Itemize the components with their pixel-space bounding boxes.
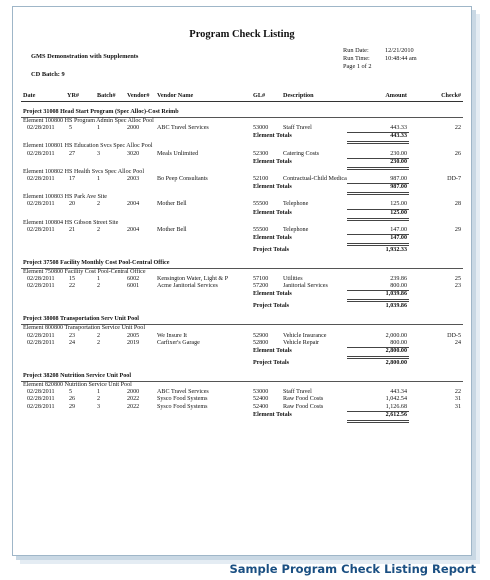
cell-batch: 3 <box>97 403 101 410</box>
element-totals-label: Element Totals <box>253 411 292 418</box>
totals-underline <box>347 358 409 367</box>
cell-batch: 2 <box>97 226 101 233</box>
element-totals-amount: 987.00 <box>390 184 407 191</box>
project-header-text: Project 37508 Facility Monthly Cost Pool-Central Office <box>23 259 170 266</box>
cell-vendor-num: 2003 <box>127 175 140 182</box>
project-totals-amount: 2,800.00 <box>385 360 407 366</box>
cell-vendor-name: Sysco Food Systems <box>157 396 208 403</box>
element-header <box>21 269 463 276</box>
cell-vendor-name: Sysco Food Systems <box>157 403 208 410</box>
totals-underline <box>347 245 409 254</box>
cell-date: 02/28/2011 <box>27 201 55 208</box>
cell-gl: 53000 <box>253 125 269 132</box>
element-totals-row <box>21 183 463 192</box>
cell-vendor-name: Carfixer's Garage <box>157 339 200 346</box>
element-header <box>21 382 463 389</box>
cell-vendor-num: 2019 <box>127 339 140 346</box>
cell-amount: 1,126.68 <box>385 403 407 410</box>
cell-vendor-num: 3020 <box>127 150 140 157</box>
cell-batch: 2 <box>97 201 101 208</box>
cell-date: 02/28/2011 <box>27 403 55 410</box>
cell-vendor-name: We Insure It <box>157 332 187 339</box>
element-header <box>21 169 463 176</box>
cell-gl: 55500 <box>253 226 269 233</box>
cell-vendor-name: Bo Peep Consultants <box>157 175 208 182</box>
report-title: Program Check Listing <box>189 29 295 40</box>
project-totals-row <box>21 358 463 368</box>
cell-check: DD-5 <box>447 332 461 339</box>
element-totals-amount: 2,612.56 <box>385 411 407 418</box>
element-totals-row <box>21 290 463 299</box>
element-totals-label: Element Totals <box>253 291 292 298</box>
run-time: 10:48:44 am <box>385 55 417 62</box>
column-header-check: Check# <box>441 92 461 99</box>
element-totals-row <box>21 234 463 243</box>
cell-yr: 5 <box>69 389 73 396</box>
cell-gl: 52400 <box>253 396 269 403</box>
element-header-text: Element 100804 HS Gibson Street Site <box>23 219 119 226</box>
cell-vendor-name: ABC Travel Services <box>157 125 209 132</box>
cell-yr: 24 <box>69 339 76 346</box>
cell-vendor-name: Kensington Water, Light & P <box>157 276 229 283</box>
cell-amount: 230.00 <box>390 150 407 157</box>
project-header <box>21 259 463 269</box>
cell-batch: 3 <box>97 150 101 157</box>
cell-description: Janitorial Services <box>283 283 328 290</box>
cell-amount: 800.00 <box>390 339 407 346</box>
cell-date: 02/28/2011 <box>27 125 55 132</box>
check-row <box>21 404 463 411</box>
element-header-text: Element 100802 HS Health Svcs Spec Alloc Pool <box>23 168 145 175</box>
check-row <box>21 151 463 158</box>
element-totals-amount: 443.33 <box>390 133 407 140</box>
check-row <box>21 333 463 340</box>
cell-check: 22 <box>454 125 461 132</box>
cell-amount: 443.34 <box>390 389 407 396</box>
element-header-text: Element 100803 HS Park Ave Site <box>23 194 108 201</box>
element-header-text: Element 100800 HS Program Admin Spec Alloc Pool <box>23 118 154 124</box>
cell-gl: 52300 <box>253 150 269 157</box>
project-totals-label: Project Totals <box>253 360 289 366</box>
cell-gl: 52400 <box>253 403 269 410</box>
cell-description: Vehicle Repair <box>283 339 320 346</box>
report-header <box>21 47 463 91</box>
run-time-label: Run Time: <box>343 55 370 62</box>
run-date: 12/21/2010 <box>385 47 414 54</box>
cell-description: Raw Food Costs <box>283 403 324 410</box>
cell-description: Utilities <box>283 276 303 283</box>
check-row <box>21 396 463 403</box>
cell-batch: 2 <box>97 332 101 339</box>
cell-amount: 800.00 <box>390 283 407 290</box>
check-row <box>21 389 463 396</box>
cell-gl: 57200 <box>253 283 269 290</box>
element-totals-label: Element Totals <box>253 184 292 191</box>
column-header-batch: Batch# <box>97 92 116 99</box>
cell-amount: 125.00 <box>390 201 407 208</box>
cell-vendor-name: Mother Bell <box>157 226 187 233</box>
cell-batch: 1 <box>97 125 101 132</box>
cell-description: Vehicle Insurance <box>283 332 327 339</box>
check-row <box>21 276 463 283</box>
project-totals-label: Project Totals <box>253 303 289 310</box>
check-row <box>21 227 463 234</box>
cell-yr: 20 <box>69 201 76 208</box>
cell-vendor-num: 2005 <box>127 332 140 339</box>
column-header-vendor-name: Vendor Name <box>157 92 194 99</box>
cell-vendor-num: 2000 <box>127 125 140 132</box>
project-totals-amount: 1,039.86 <box>385 303 407 310</box>
totals-underline <box>347 301 409 310</box>
figure-caption: Sample Program Check Listing Report <box>229 562 476 576</box>
cell-date: 02/28/2011 <box>27 226 55 233</box>
element-totals-row <box>21 132 463 141</box>
cell-yr: 17 <box>69 175 76 182</box>
cell-batch: 1 <box>97 389 101 396</box>
element-totals-label: Element Totals <box>253 158 292 165</box>
cell-batch: 2 <box>97 339 101 346</box>
element-totals-amount: 230.00 <box>390 158 407 165</box>
cell-yr: 29 <box>69 403 76 410</box>
column-header-gl: GL# <box>253 92 266 99</box>
project-totals-row <box>21 245 463 255</box>
cell-description: Telephone <box>283 201 309 208</box>
cell-amount: 443.33 <box>390 125 407 132</box>
cell-check: 22 <box>454 389 461 396</box>
report-body <box>21 108 463 420</box>
cell-gl: 52900 <box>253 332 269 339</box>
cell-vendor-name: Acme Janitorial Services <box>157 283 218 290</box>
cell-description: Telephone <box>283 226 309 233</box>
page-indicator: Page 1 of 2 <box>343 63 372 70</box>
project-header-text: Project 38008 Transportation Serv Unit Pool <box>23 316 139 323</box>
check-row <box>21 125 463 132</box>
cell-check: DD-7 <box>447 175 461 182</box>
element-totals-row <box>21 158 463 167</box>
cell-check: 31 <box>454 403 461 410</box>
column-header-date: Date <box>23 92 36 99</box>
cell-amount: 987.00 <box>390 175 407 182</box>
check-row <box>21 283 463 290</box>
element-header-text: Element 100801 HS Education Svcs Spec Alloc Pool <box>23 143 153 150</box>
element-header-text: Element 750800 Facility Cost Pool-Central Office <box>23 268 146 275</box>
cell-description: Raw Food Costs <box>283 396 324 403</box>
cell-date: 02/28/2011 <box>27 396 55 403</box>
element-header <box>21 118 463 125</box>
cell-date: 02/28/2011 <box>27 332 55 339</box>
cell-yr: 15 <box>69 276 76 283</box>
cell-gl: 55500 <box>253 201 269 208</box>
cell-vendor-num: 2004 <box>127 201 140 208</box>
run-info <box>343 47 463 71</box>
element-header-text: Element 800800 Transportation Service Unit Pool <box>23 325 146 332</box>
column-header-vendor-num: Vendor# <box>127 92 150 99</box>
cell-vendor-name: ABC Travel Services <box>157 389 209 396</box>
cell-yr: 27 <box>69 150 76 157</box>
project-header-text: Project 38208 Nutrition Service Unit Pool <box>23 373 132 379</box>
cell-amount: 1,042.54 <box>385 396 407 403</box>
cell-amount: 2,000.00 <box>385 332 407 339</box>
project-header <box>21 372 463 382</box>
element-totals-label: Element Totals <box>253 348 292 354</box>
cell-date: 02/28/2011 <box>27 389 55 396</box>
element-totals-row <box>21 347 463 356</box>
element-totals-label: Element Totals <box>253 209 292 216</box>
element-totals-amount: 2,800.00 <box>385 348 407 354</box>
cell-vendor-num: 2022 <box>127 403 140 410</box>
cell-batch: 2 <box>97 396 101 403</box>
cell-vendor-num: 2000 <box>127 389 140 396</box>
cell-batch: 1 <box>97 276 101 283</box>
cell-date: 02/28/2011 <box>27 276 55 283</box>
cell-gl: 52100 <box>253 175 269 182</box>
cell-yr: 22 <box>69 283 76 290</box>
cell-gl: 52800 <box>253 339 269 346</box>
element-header <box>21 194 463 201</box>
column-header-yr: YR# <box>67 92 80 99</box>
report-page <box>12 6 472 556</box>
check-row <box>21 201 463 208</box>
cell-date: 02/28/2011 <box>27 175 55 182</box>
cell-description: Staff Travel <box>283 389 312 396</box>
cell-vendor-name: Meals Unlimited <box>157 150 199 157</box>
cell-batch: 1 <box>97 175 101 182</box>
cell-gl: 57100 <box>253 276 269 283</box>
cell-yr: 21 <box>69 226 76 233</box>
cell-date: 02/28/2011 <box>27 339 55 346</box>
element-totals-row <box>21 411 463 420</box>
cell-amount: 147.00 <box>390 226 407 233</box>
element-totals-row <box>21 209 463 218</box>
cell-yr: 26 <box>69 396 76 403</box>
batch-number: CD Batch: 9 <box>31 71 65 78</box>
report-content <box>21 13 463 422</box>
element-totals-amount: 1,039.86 <box>385 291 407 298</box>
element-header <box>21 143 463 150</box>
cell-description: Staff Travel <box>283 125 312 132</box>
element-totals-label: Element Totals <box>253 234 292 241</box>
project-totals-label: Project Totals <box>253 246 289 253</box>
cell-check: 24 <box>454 339 461 346</box>
cell-gl: 53000 <box>253 389 269 396</box>
cell-batch: 2 <box>97 283 101 290</box>
cell-description: Catering Costs <box>283 150 320 157</box>
cell-vendor-num: 2004 <box>127 226 140 233</box>
column-header-row <box>21 91 463 102</box>
cell-check: 23 <box>454 283 461 290</box>
project-totals-row <box>21 301 463 311</box>
column-header-amount: Amount <box>385 92 407 99</box>
cell-date: 02/28/2011 <box>27 283 55 290</box>
cell-yr: 5 <box>69 125 73 132</box>
project-totals-amount: 1,932.33 <box>385 246 407 253</box>
element-header-text: Element 820800 Nutrition Service Unit Pool <box>23 382 132 388</box>
element-header <box>21 220 463 227</box>
cell-amount: 239.86 <box>390 276 407 283</box>
totals-underline <box>347 411 409 423</box>
organization-name: GMS Demonstration with Supplements <box>31 53 139 60</box>
element-totals-amount: 125.00 <box>390 209 407 216</box>
cell-vendor-num: 6001 <box>127 283 140 290</box>
cell-description: Contractual-Child Medica <box>283 175 347 182</box>
project-header <box>21 108 463 118</box>
element-totals-amount: 147.00 <box>390 234 407 241</box>
check-row <box>21 340 463 347</box>
column-header-description: Description <box>283 92 314 99</box>
cell-check: 29 <box>454 226 461 233</box>
cell-vendor-name: Mother Bell <box>157 201 187 208</box>
cell-check: 31 <box>454 396 461 403</box>
cell-check: 28 <box>454 201 461 208</box>
cell-date: 02/28/2011 <box>27 150 55 157</box>
cell-vendor-num: 6002 <box>127 276 140 283</box>
element-totals-label: Element Totals <box>253 133 292 140</box>
run-date-label: Run Date: <box>343 47 369 54</box>
cell-vendor-num: 2022 <box>127 396 140 403</box>
check-row <box>21 176 463 183</box>
cell-yr: 23 <box>69 332 76 339</box>
project-header <box>21 315 463 325</box>
element-header <box>21 325 463 332</box>
cell-check: 26 <box>454 150 461 157</box>
cell-check: 25 <box>454 276 461 283</box>
project-header-text: Project 31008 Head Start Program (Spec Alloc)-Cost Reimb <box>23 109 179 115</box>
